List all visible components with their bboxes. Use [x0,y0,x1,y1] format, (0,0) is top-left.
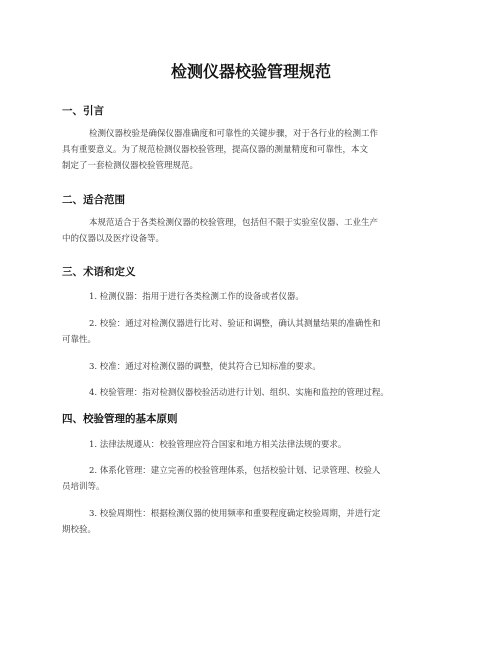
paragraph-line: 检测仪器校验是确保仪器准确度和可靠性的关键步骤，对于各行业的检测工作 [89,129,379,139]
section-heading-principles: 四、校验管理的基本原则 [62,413,178,425]
list-item-line: 2. 体系化管理：建立完善的校验管理体系，包括校验计划、记录管理、校验人 [89,466,381,476]
list-item-term-4 [62,385,389,401]
page-title: 检测仪器校验管理规范 [170,62,331,81]
list-item-principle-2 [62,463,380,495]
paragraph-line: 具有重要意义。为了规范检测仪器校验管理，提高仪器的测量精度和可靠性，本文 [62,145,369,155]
list-item-line: 3. 校验周期性：根据检测仪器的使用频率和重要程度确定校验周期，并进行定 [89,509,381,519]
paragraph-introduction [62,126,378,174]
list-item-line: 4. 校验管理：指对检测仪器校验活动进行计划、组织、实施和监控的管理过程。 [89,388,389,398]
list-item-line: 1. 法律法规遵从：校验管理应符合国家和地方相关法律法规的要求。 [89,440,347,450]
list-item-term-3 [62,359,321,375]
list-item-line: 期校验。 [62,525,97,535]
list-item-term-2 [62,316,380,348]
section-heading-scope: 二、适合范围 [62,194,125,206]
list-item-principle-1 [62,437,346,453]
paragraph-line: 制定了一套检测仪器校验管理规范。 [62,161,199,171]
list-item-term-1 [62,289,304,305]
paragraph-line: 本规范适合于各类检测仪器的校验管理，包括但不限于实验室仪器、工业生产 [89,218,379,228]
list-item-line: 2. 校验：通过对检测仪器进行比对、验证和调整，确认其测量结果的准确性和 [89,319,381,329]
list-item-line: 3. 校准：通过对检测仪器的调整，使其符合已知标准的要求。 [89,362,321,372]
paragraph-scope [62,215,378,247]
list-item-line: 1. 检测仪器：指用于进行各类检测工作的设备或者仪器。 [89,292,304,302]
section-heading-introduction: 一、引言 [62,105,104,117]
paragraph-line: 中的仪器以及医疗设备等。 [62,234,165,244]
list-item-line: 员培训等。 [62,482,105,492]
list-item-line: 可靠性。 [62,335,97,345]
list-item-principle-3 [62,506,380,538]
section-heading-terms: 三、术语和定义 [62,266,136,278]
